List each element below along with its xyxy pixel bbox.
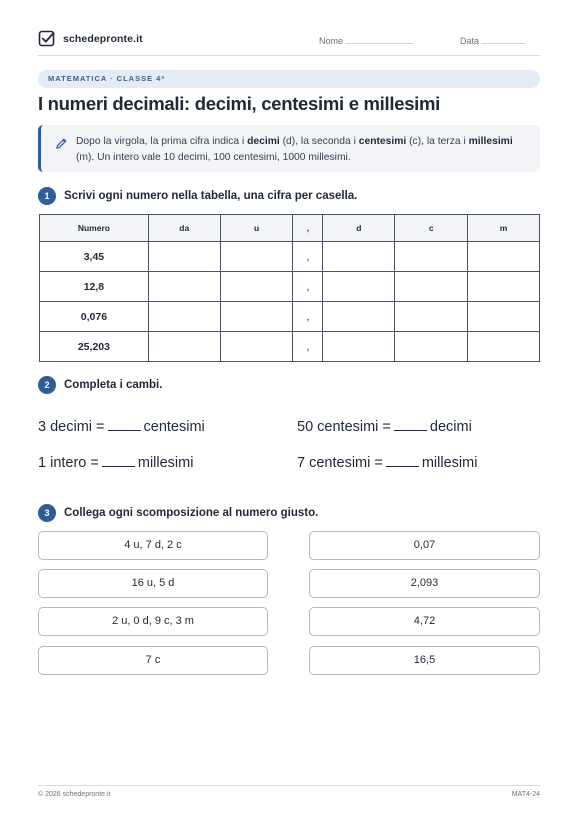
brand-logo [38, 30, 143, 48]
decomposition-item[interactable]: 2 u, 0 d, 9 c, 3 m [38, 607, 268, 636]
exchange-item [297, 419, 472, 435]
cell-m[interactable] [468, 332, 540, 362]
cell-d[interactable] [323, 242, 395, 272]
cell-c[interactable] [395, 242, 468, 272]
date-field[interactable] [460, 36, 526, 46]
decomposition-item[interactable]: 4 u, 7 d, 2 c [38, 531, 268, 560]
row-number: 3,45 [40, 242, 149, 272]
row-number: 12,8 [40, 272, 149, 302]
info-term-centesimi: centesimi [358, 136, 407, 147]
exchange-right: centesimi [143, 419, 205, 435]
cell-u[interactable] [220, 272, 293, 302]
cell-comma: , [293, 302, 323, 332]
exchange-right: millesimi [137, 455, 194, 471]
table-row [40, 242, 540, 272]
header-d: d [323, 215, 395, 242]
info-box [38, 125, 540, 172]
exchange-right: millesimi [421, 455, 478, 471]
cell-d[interactable] [323, 272, 395, 302]
exercise-number-badge: 1 [38, 187, 56, 205]
pencil-icon [55, 137, 68, 150]
exercise-2-heading [38, 376, 162, 394]
table-header-row [40, 215, 540, 242]
date-line: ...................... [481, 36, 526, 46]
number-item[interactable]: 2,093 [309, 569, 540, 598]
answer-blank[interactable] [102, 456, 135, 467]
name-line: .................................. [345, 36, 414, 46]
exercise-3-instruction: Collega ogni scomposizione al numero giusto. [64, 507, 319, 519]
brand-name: schedepronte.it [63, 33, 143, 45]
date-label: Data [460, 36, 480, 46]
cell-u[interactable] [220, 302, 293, 332]
table-row [40, 332, 540, 362]
exchange-item [297, 455, 477, 471]
answer-blank[interactable] [386, 456, 419, 467]
page-title: I numeri decimali: decimi, centesimi e millesimi [38, 93, 441, 114]
exchange-left: 1 intero = [38, 455, 99, 471]
header-numero: Numero [40, 215, 149, 242]
name-field[interactable] [319, 36, 414, 46]
info-text-part: (d), la seconda i [279, 136, 359, 147]
exercise-number-badge: 3 [38, 504, 56, 522]
number-item[interactable]: 4,72 [309, 607, 540, 636]
number-item[interactable]: 16,5 [309, 646, 540, 675]
cell-d[interactable] [323, 332, 395, 362]
row-number: 25,203 [40, 332, 149, 362]
page-header [38, 30, 540, 56]
page-footer [38, 785, 540, 798]
name-label: Nome [319, 36, 344, 46]
exercise-2-instruction: Completa i cambi. [64, 379, 163, 391]
info-text-part: (m). Un intero vale 10 decimi, 100 centesimi, 1000 millesimi. [76, 151, 351, 163]
exchange-item [38, 419, 205, 435]
table-row [40, 272, 540, 302]
number-item[interactable]: 0,07 [309, 531, 540, 560]
header-m: m [468, 215, 540, 242]
cell-comma: , [293, 332, 323, 362]
table-row [40, 302, 540, 332]
answer-blank[interactable] [394, 420, 427, 431]
info-text-part: Dopo la virgola, la prima cifra indica i [76, 136, 248, 147]
exercise-1-heading [38, 187, 357, 205]
exercise-3-heading [38, 504, 318, 522]
cell-comma: , [293, 272, 323, 302]
header-da: da [148, 215, 220, 242]
exchange-item [38, 455, 193, 471]
header-c: c [395, 215, 468, 242]
answer-blank[interactable] [108, 420, 141, 431]
cell-c[interactable] [395, 272, 468, 302]
cell-m[interactable] [468, 242, 540, 272]
subject-bar: MATEMATICA · CLASSE 4ª [38, 70, 540, 88]
cell-d[interactable] [323, 302, 395, 332]
place-value-table [39, 214, 540, 362]
exchange-left: 3 decimi = [38, 419, 105, 435]
cell-m[interactable] [468, 272, 540, 302]
footer-copyright: © 2026 schedepronte.it [38, 791, 111, 798]
row-number: 0,076 [40, 302, 149, 332]
cell-da[interactable] [148, 302, 220, 332]
info-term-decimi: decimi [247, 136, 280, 147]
cell-comma: , [293, 242, 323, 272]
cell-c[interactable] [395, 332, 468, 362]
info-text-part: (c), la terza i [406, 136, 469, 147]
decomposition-item[interactable]: 16 u, 5 d [38, 569, 268, 598]
info-text [76, 134, 531, 165]
cell-u[interactable] [220, 242, 293, 272]
cell-da[interactable] [148, 332, 220, 362]
header-u: u [220, 215, 293, 242]
footer-code: MAT4-24 [511, 791, 540, 798]
info-term-millesimi: millesimi [468, 136, 513, 147]
cell-u[interactable] [220, 332, 293, 362]
cell-c[interactable] [395, 302, 468, 332]
checkbox-logo-icon [38, 30, 56, 48]
exercise-number-badge: 2 [38, 376, 56, 394]
decomposition-item[interactable]: 7 c [38, 646, 268, 675]
cell-da[interactable] [148, 242, 220, 272]
cell-da[interactable] [148, 272, 220, 302]
exchange-left: 7 centesimi = [297, 455, 383, 471]
exercise-1-instruction: Scrivi ogni numero nella tabella, una cifra per casella. [64, 190, 358, 202]
exchange-left: 50 centesimi = [297, 419, 391, 435]
exchange-right: decimi [429, 419, 472, 435]
header-comma: , [293, 215, 323, 242]
cell-m[interactable] [468, 302, 540, 332]
